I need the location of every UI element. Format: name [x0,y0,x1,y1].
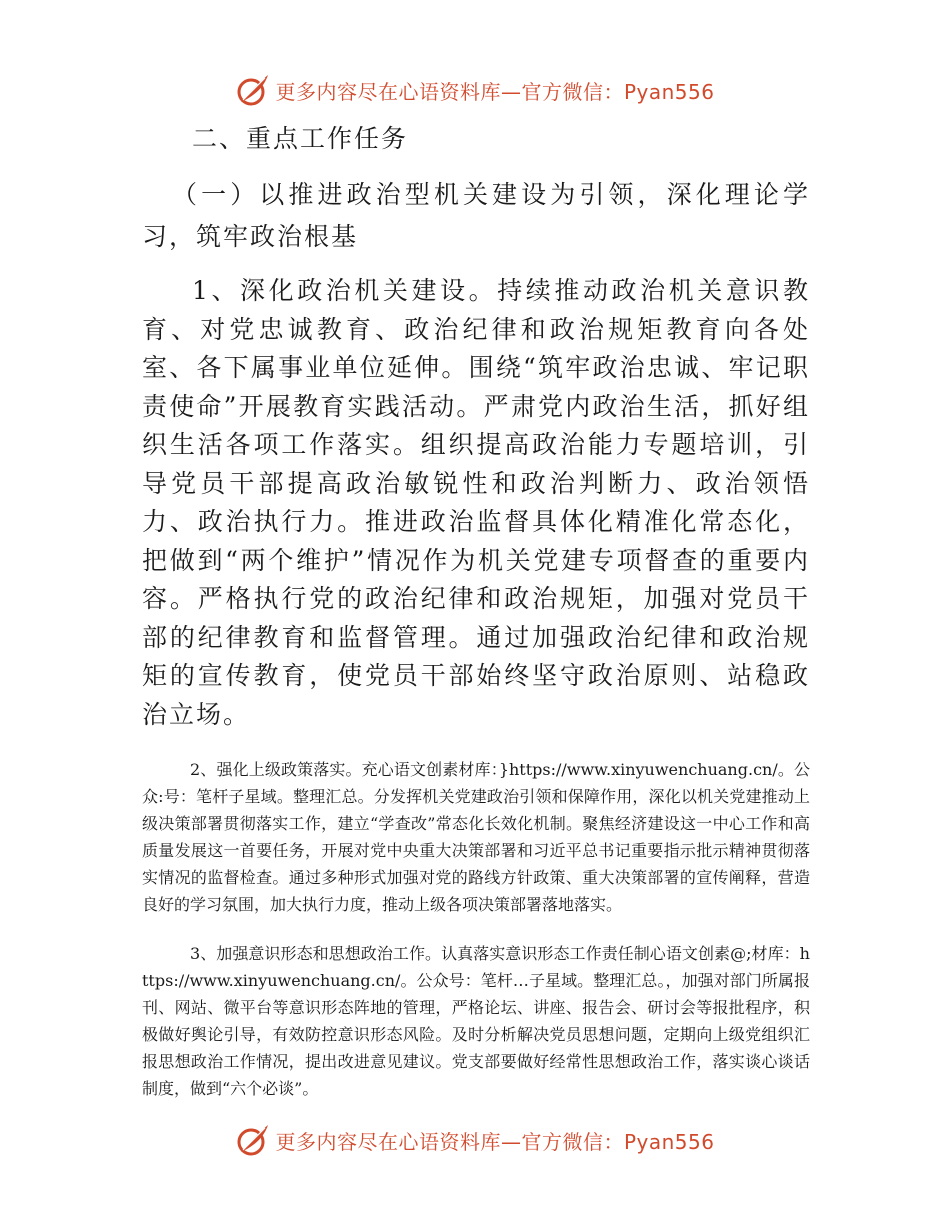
banner-text: 更多内容尽在心语资料库—官方微信：Pyan556 [275,79,715,104]
footer-banner [0,1118,950,1162]
quill-pen-logo-icon [235,72,271,108]
paragraph-3: 3、加强意识形态和思想政治工作。认真落实意识形态工作责任制心语文创素@;材库：https://www.xinyuwenchuang.cn/。公众号：笔杆…子星域。整理汇总。，加强对部门所属报刊、网站、微平台等意识形态阵地的管理，严格论坛、讲座、报告会、研讨会等报批程序，积极做好舆论引导，有效防控意识形态风险。及时分析解决党员思想问题，定期向上级党组织汇报思想政治工作情况，提出改进意见建议。党支部要做好经常性思想政治工作，落实谈心谈话制度，做到“六个必谈”。 [142,944,810,1098]
paragraph-1: 1、深化政治机关建设。持续推动政治机关意识教育、对党忠诚教育、政治纪律和政治规矩教育向各处室、各下属事业单位延伸。围绕“筑牢政治忠诚、牢记职责使命”开展教育实践活动。严肃党内政治生活，抓好组织生活各项工作落实。组织提高政治能力专题培训，引导党员干部提高政治敏锐性和政治判断力、政治领悟力、政治执行力。推进政治监督具体化精准化常态化，把做到“两个维护”情况作为机关党建专项督查的重要内容。严格执行党的政治纪律和政治规矩，加强对党员干部的纪律教育和监督管理。通过加强政治纪律和政治规矩的宣传教育，使党员干部始终坚守政治原则、站稳政治立场。 [142,276,810,729]
quill-pen-logo-icon [235,1122,271,1158]
document-body [142,118,810,1124]
header-banner [0,68,950,112]
subsection-heading: （一）以推进政治型机关建设为引领，深化理论学习，筑牢政治根基 [142,180,810,251]
paragraph-2: 2、强化上级政策落实。充心语文创素材库：}https://www.xinyuwenchuang.cn/。公众:号：笔杆子星域。整理汇总。分发挥机关党建政治引领和保障作用，深化以机关党建推动上级决策部署贯彻落实工作，建立“学查改”常态化长效化机制。聚焦经济建设这一中心工作和高质量发展这一首要任务，开展对党中央重大决策部署和习近平总书记重要指示批示精神贯彻落实情况的监督检查。通过多种形式加强对党的路线方针政策、重大决策部署的宣传阐释，营造良好的学习氛围，加大执行力度，推动上级各项决策部署落地落实。 [142,760,810,914]
banner-text: 更多内容尽在心语资料库—官方微信：Pyan556 [275,1129,715,1154]
section-heading: 二、重点工作任务 [192,124,409,153]
